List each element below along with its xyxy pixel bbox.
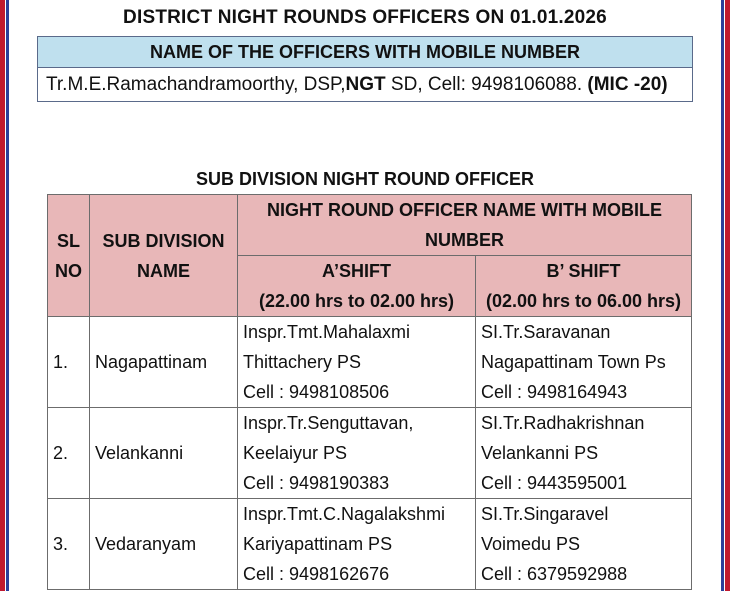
table-row bbox=[48, 499, 692, 590]
header-sub-division: SUB DIVISION NAME bbox=[90, 195, 238, 317]
row-sl: 2. bbox=[48, 408, 90, 499]
night-round-table bbox=[47, 194, 692, 590]
header-sl-no: SL NO bbox=[48, 195, 90, 317]
officer-header: NAME OF THE OFFICERS WITH MOBILE NUMBER bbox=[38, 37, 692, 68]
officer-subdivision-code: NGT bbox=[345, 74, 386, 95]
row-sl: 3. bbox=[48, 499, 90, 590]
row-b-shift-officer: SI.Tr.Singaravel Voimedu PS Cell : 6379592988 bbox=[476, 499, 692, 590]
row-a-shift-officer: Inspr.Tmt.C.Nagalakshmi Kariyapattinam PS Cell : 9498162676 bbox=[238, 499, 476, 590]
district-officer-line bbox=[38, 68, 692, 101]
row-sub-division: Vedaranyam bbox=[90, 499, 238, 590]
right-border-decoration bbox=[720, 0, 730, 591]
header-officer-group: NIGHT ROUND OFFICER NAME WITH MOBILE NUMBER bbox=[238, 195, 692, 256]
left-border-decoration bbox=[0, 0, 10, 591]
row-b-shift-officer: SI.Tr.Saravanan Nagapattinam Town Ps Cell : 9498164943 bbox=[476, 317, 692, 408]
row-a-shift-officer: Inspr.Tmt.Mahalaxmi Thittachery PS Cell : 9498108506 bbox=[238, 317, 476, 408]
row-b-shift-officer: SI.Tr.Radhakrishnan Velankanni PS Cell : 9443595001 bbox=[476, 408, 692, 499]
officer-name-text: Tr.M.E.Ramachandramoorthy, DSP, bbox=[46, 74, 346, 95]
officer-cell-text: SD, Cell: 9498106088. bbox=[385, 74, 588, 95]
table-row bbox=[48, 408, 692, 499]
header-b-shift: B’ SHIFT (02.00 hrs to 06.00 hrs) bbox=[476, 256, 692, 317]
row-sub-division: Velankanni bbox=[90, 408, 238, 499]
officer-mic: (MIC -20) bbox=[587, 74, 668, 95]
row-sl: 1. bbox=[48, 317, 90, 408]
row-sub-division: Nagapattinam bbox=[90, 317, 238, 408]
row-a-shift-officer: Inspr.Tr.Senguttavan, Keelaiyur PS Cell : 9498190383 bbox=[238, 408, 476, 499]
district-officer-box bbox=[37, 36, 693, 102]
section-subtitle: SUB DIVISION NIGHT ROUND OFFICER bbox=[195, 169, 534, 189]
table-row bbox=[48, 317, 692, 408]
page-title: DISTRICT NIGHT ROUNDS OFFICERS ON 01.01.2026 bbox=[123, 7, 607, 28]
header-a-shift: A’SHIFT (22.00 hrs to 02.00 hrs) bbox=[238, 256, 476, 317]
